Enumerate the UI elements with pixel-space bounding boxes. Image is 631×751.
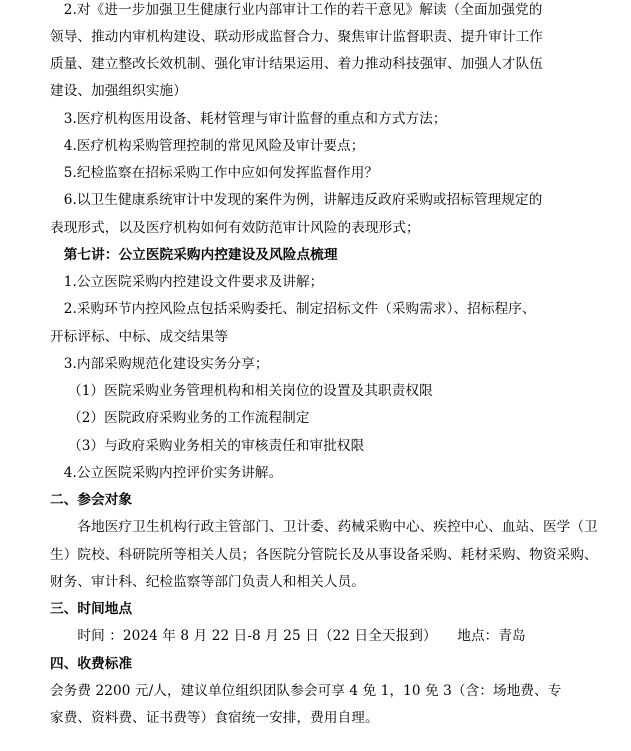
item-5: 5.纪检监察在招标采购工作中应如何发挥监督作用？ bbox=[50, 165, 379, 181]
item-2-line-2: 领导、推动内审机构建设、联动形成监督合力、聚焦审计监督职责、提升审计工作 bbox=[50, 29, 543, 45]
section-time-place-heading: 三、时间地点 bbox=[50, 601, 133, 617]
s7-item-1: 1.公立医院采购内控建设文件要求及讲解； bbox=[50, 274, 324, 290]
item-6-line-1: 6.以卫生健康系统审计中发现的案件为例，讲解违反政府采购或招标管理规定的 bbox=[50, 192, 543, 208]
s7-item-2-line-1: 2.采购环节内控风险点包括采购委托、制定招标文件（采购需求）、招标程序、 bbox=[50, 301, 536, 317]
item-2-line-4: 建设、加强组织实施） bbox=[50, 83, 187, 99]
section-attendees-heading: 二、参会对象 bbox=[50, 492, 133, 508]
item-2-line-3: 质量、建立整改长效机制、强化审计结果运用、着力推动科技强审、加强人才队伍 bbox=[50, 56, 543, 72]
item-4: 4.医疗机构采购管理控制的常见风险及审计要点； bbox=[50, 138, 365, 154]
fees-line-1: 会务费 2200 元/人，建议单位组织团队参会可享 4 免 1，10 免 3（含：场地费、专 bbox=[50, 683, 562, 699]
time-place-line: 时间 ：2024 年 8 月 22 日-8 月 25 日（22 日全天报到） 地点：青岛 bbox=[50, 628, 526, 644]
attendees-line-2: 生）院校、科研院所等相关人员；各医院分管院长及从事设备采购、耗材采购、物资采购、 bbox=[50, 547, 598, 563]
item-3: 3.医疗机构医用设备、耗材管理与审计监督的重点和方式方法； bbox=[50, 111, 447, 127]
s7-item-3-sub-1: （1）医院采购业务管理机构和相关岗位的设置及其职责权限 bbox=[68, 383, 433, 399]
attendees-line-3: 财务、审计科、纪检监察等部门负责人和相关人员。 bbox=[50, 574, 365, 590]
attendees-line-1: 各地医疗卫生机构行政主管部门、卫计委、药械采购中心、疾控中心、血站、医学（卫 bbox=[50, 519, 598, 535]
s7-item-4: 4.公立医院采购内控评价实务讲解。 bbox=[50, 465, 283, 481]
s7-item-3-sub-2: （2）医院政府采购业务的工作流程制定 bbox=[68, 410, 310, 426]
s7-item-2-line-2: 开标评标、中标、成交结果等 bbox=[50, 329, 229, 345]
item-6-line-2: 表现形式，以及医疗机构如何有效防范审计风险的表现形式； bbox=[50, 220, 420, 236]
s7-item-3: 3.内部采购规范化建设实务分享； bbox=[50, 356, 269, 372]
section-7-heading: 第七讲：公立医院采购内控建设及风险点梳理 bbox=[50, 247, 338, 263]
s7-item-3-sub-3: （3）与政府采购业务相关的审核责任和审批权限 bbox=[68, 438, 365, 454]
item-2-line-1: 2.对《进一步加强卫生健康行业内部审计工作的若干意见》解读（全面加强党的 bbox=[50, 2, 543, 18]
fees-line-2: 家费、资料费、证书费等）食宿统一安排，费用自理。 bbox=[50, 710, 379, 726]
section-fees-heading: 四、收费标准 bbox=[50, 656, 133, 672]
